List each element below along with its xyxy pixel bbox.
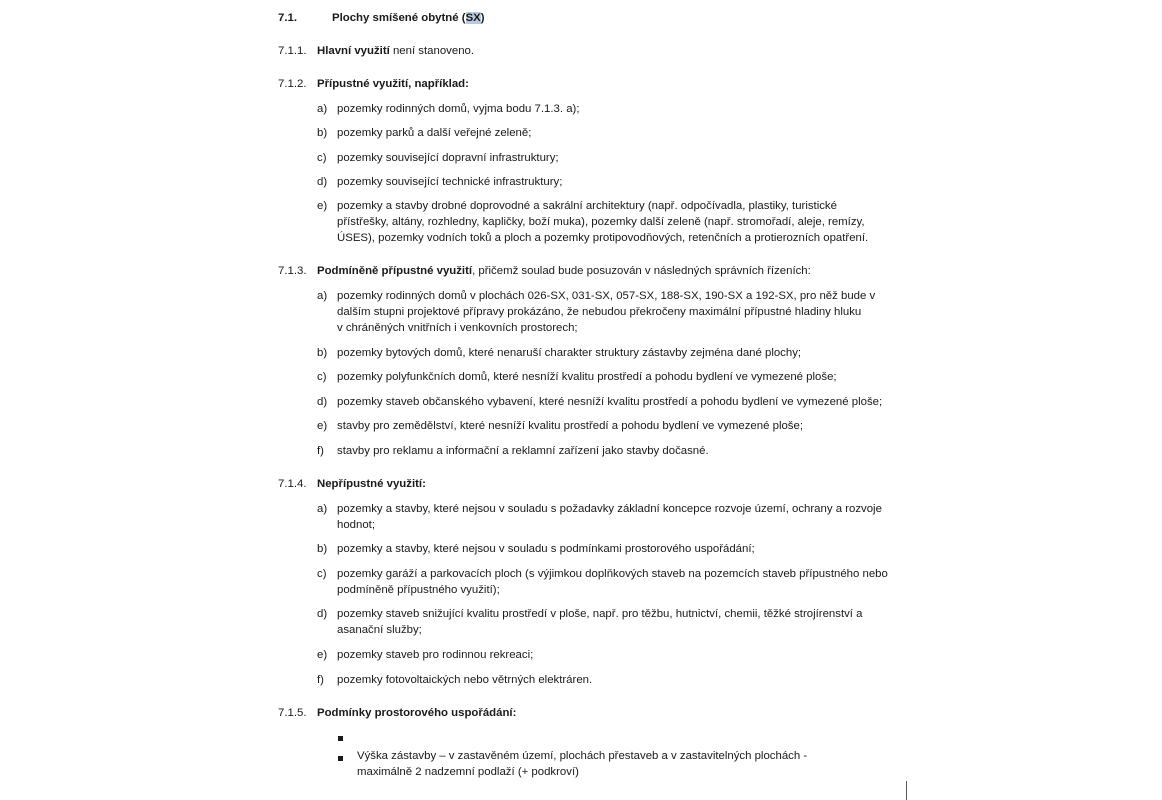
list-item-line: ÚSES), pozemky vodních toků a ploch a pozemky protipovodňových, retenčních a protierozních opatření. xyxy=(337,232,869,244)
list-item: pozemky staveb občanského vybavení, které nesníží kvalitu prostředí a pohodu bydlení ve vymezené ploše; xyxy=(337,396,883,408)
bullet-icon xyxy=(338,756,343,761)
section-715-title: Podmínky prostorového uspořádání: xyxy=(317,707,517,719)
list-item-line: pozemky staveb snižující kvalitu prostředí v ploše, např. pro těžbu, hutnictví, chemii, těžké strojírenství a xyxy=(337,608,863,620)
heading-title-post: ) xyxy=(480,12,485,24)
bullet-icon xyxy=(338,736,343,741)
heading-title-pre: Plochy smíšené obytné ( xyxy=(332,12,466,24)
list-item: pozemky staveb pro rodinnou rekreaci; xyxy=(337,649,534,661)
list-letter: c) xyxy=(317,568,327,580)
section-number: 7.1.2. xyxy=(278,78,307,90)
list-item-line: hodnot; xyxy=(337,519,376,531)
text-cursor xyxy=(906,781,907,800)
list-item: pozemky rodinných domů, vyjma bodu 7.1.3. a); xyxy=(337,103,580,115)
list-item: stavby pro reklamu a informační a reklamní zařízení jako stavby dočasné. xyxy=(337,445,709,457)
list-letter: a) xyxy=(317,290,328,302)
list-letter: b) xyxy=(317,347,328,359)
list-item-line: podmíněně přípustného využití); xyxy=(337,584,500,596)
bullet-item-line: maximálně 2 nadzemní podlaží (+ podkroví) xyxy=(357,766,579,778)
list-item-line: pozemky rodinných domů v plochách 026-SX, 031-SX, 057-SX, 188-SX, 190-SX a 192-SX, pro něž bude v xyxy=(337,290,876,302)
list-item: pozemky související technické infrastruktury; xyxy=(337,176,563,188)
section-number: 7.1.1. xyxy=(278,45,307,57)
list-item: pozemky bytových domů, které nenaruší charakter struktury zástavby zejména dané plochy; xyxy=(337,347,802,359)
section-712-title: Přípustné využití, například: xyxy=(317,78,469,90)
list-letter: e) xyxy=(317,649,328,661)
section-number: 7.1.3. xyxy=(278,265,307,277)
list-item: pozemky parků a další veřejné zeleně; xyxy=(337,127,532,139)
section-713-rest: , přičemž soulad bude posuzován v následných správních řízeních: xyxy=(472,265,811,277)
list-item: pozemky související dopravní infrastruktury; xyxy=(337,152,559,164)
section-711-bold: Hlavní využití xyxy=(317,45,390,57)
list-item-line: pozemky garáží a parkovacích ploch (s výjimkou doplňkových staveb na pozemcích staveb přípustného nebo xyxy=(337,568,888,580)
section-number: 7.1.4. xyxy=(278,478,307,490)
list-item-line: přístřešky, altány, rozhledny, kapličky, boží muka), pozemky další zeleně (např. stromořadí, aleje, remízy, xyxy=(337,216,865,228)
list-item-line: v chráněných vnitřních i venkovních prostorech; xyxy=(337,322,578,334)
list-item-line: pozemky a stavby drobné doprovodné a sakrální architektury (např. odpočívadla, plastiky, turistické xyxy=(337,200,837,212)
section-714-title: Nepřípustné využití: xyxy=(317,478,426,490)
list-letter: b) xyxy=(317,127,328,139)
list-item: pozemky a stavby, které nejsou v souladu s podmínkami prostorového uspořádání; xyxy=(337,543,755,555)
list-letter: d) xyxy=(317,176,328,188)
list-letter: a) xyxy=(317,503,328,515)
list-letter: a) xyxy=(317,103,328,115)
bullet-item-line: Výška zástavby – v zastavěném území, plochách přestaveb a v zastavitelných plochách - xyxy=(357,750,808,762)
section-713-bold: Podmíněně přípustné využití xyxy=(317,265,473,277)
list-letter: e) xyxy=(317,420,328,432)
heading-title xyxy=(332,12,485,24)
list-letter: b) xyxy=(317,543,328,555)
section-713-title xyxy=(317,265,811,277)
list-item: pozemky polyfunkčních domů, které nesníží kvalitu prostředí a pohodu bydlení ve vymezené ploše; xyxy=(337,371,837,383)
list-item-line: pozemky a stavby, které nejsou v souladu s požadavky základní koncepce rozvoje území, ochrany a rozvoje xyxy=(337,503,882,515)
heading-title-highlight: SX xyxy=(465,12,481,24)
list-letter: e) xyxy=(317,200,328,212)
list-item: stavby pro zemědělství, které nesníží kvalitu prostředí a pohodu bydlení ve vymezené ploše; xyxy=(337,420,803,432)
list-item-line: asanační služby; xyxy=(337,624,422,636)
section-711-rest: není stanoveno. xyxy=(389,45,475,57)
list-item: pozemky fotovoltaických nebo větrných elektráren. xyxy=(337,674,593,686)
heading-number: 7.1. xyxy=(278,12,297,24)
list-letter: f) xyxy=(317,445,324,457)
list-letter: d) xyxy=(317,608,328,620)
section-number: 7.1.5. xyxy=(278,707,307,719)
section-711-text xyxy=(317,45,474,57)
list-letter: f) xyxy=(317,674,324,686)
list-letter: d) xyxy=(317,396,328,408)
list-letter: c) xyxy=(317,371,327,383)
list-item-line: dalším stupni projektové přípravy prokázáno, že nebudou překročeny maximální přípustné hladiny hluku xyxy=(337,306,862,318)
list-letter: c) xyxy=(317,152,327,164)
